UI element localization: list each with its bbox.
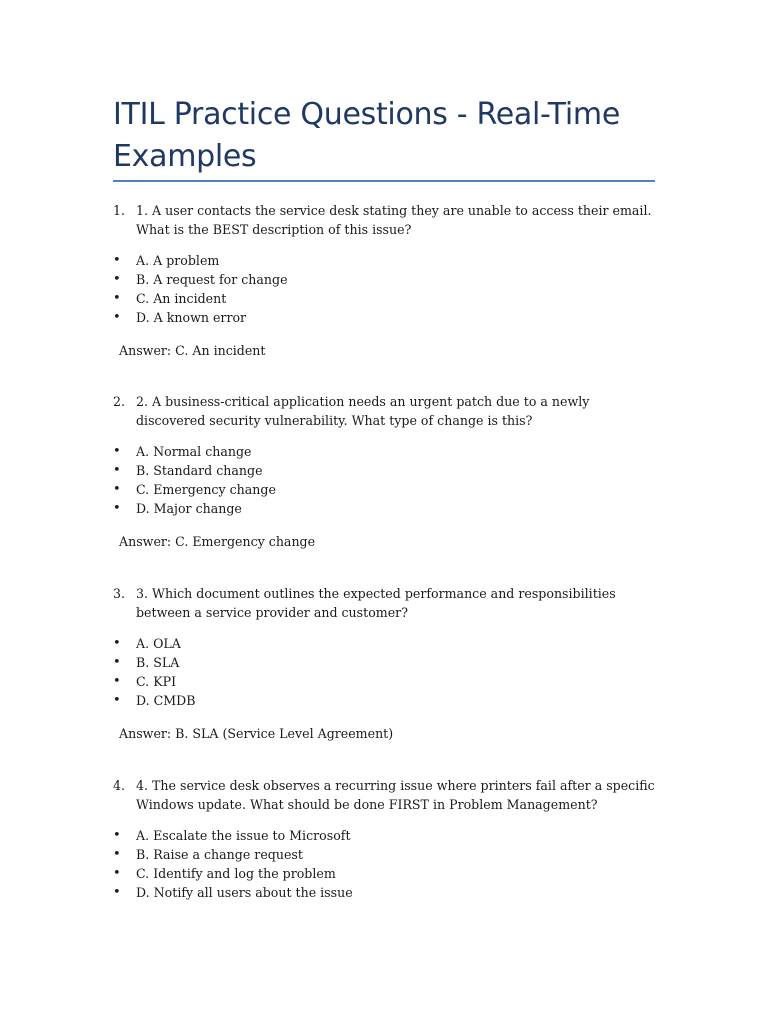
bullet-icon: • [113, 482, 121, 498]
option-label: B. Standard change [136, 463, 263, 479]
option-label: B. A request for change [136, 272, 288, 288]
bullet-icon: • [113, 635, 121, 651]
question-2 [113, 392, 658, 551]
question-body: 1. A user contacts the service desk stating they are unable to access their email. What is the BEST description of this issue? [136, 203, 652, 238]
bullet-icon: • [113, 674, 121, 690]
option-label: D. Major change [136, 501, 242, 517]
option-label: D. CMDB [136, 693, 196, 709]
page-title: ITIL Practice Questions - Real-Time Examples [113, 97, 621, 174]
option-label: D. Notify all users about the issue [136, 885, 353, 901]
bullet-icon: • [113, 501, 121, 517]
answer-text: Answer: C. An incident [119, 342, 266, 358]
bullet-icon: • [113, 866, 121, 882]
question-text [113, 776, 658, 815]
option-item [113, 883, 658, 902]
question-body: 4. The service desk observes a recurring issue where printers fail after a specific Windows update. What should be done FIRST in Problem Management? [136, 778, 655, 813]
option-item [113, 251, 658, 270]
bullet-icon: • [113, 847, 121, 863]
bullet-icon: • [113, 443, 121, 459]
option-item [113, 672, 658, 691]
option-item [113, 845, 658, 864]
question-1 [113, 201, 658, 360]
option-list [113, 442, 658, 519]
option-list [113, 251, 658, 328]
option-item [113, 864, 658, 883]
bullet-icon: • [113, 310, 121, 326]
question-text [113, 392, 658, 431]
option-label: C. Identify and log the problem [136, 866, 336, 882]
option-item [113, 308, 658, 327]
question-number: 2. [113, 394, 126, 409]
option-item [113, 691, 658, 710]
bullet-icon: • [113, 827, 121, 843]
bullet-icon: • [113, 885, 121, 901]
option-label: A. A problem [136, 252, 220, 268]
question-number: 1. [113, 203, 126, 218]
question-number: 4. [113, 778, 126, 793]
question-number: 3. [113, 586, 126, 601]
question-body: 3. Which document outlines the expected performance and responsibilities between a service provider and customer? [136, 586, 616, 621]
option-label: A. Normal change [136, 443, 252, 459]
option-label: C. An incident [136, 291, 227, 307]
option-item [113, 480, 658, 499]
option-label: A. Escalate the issue to Microsoft [136, 827, 351, 843]
option-label: B. SLA [136, 655, 180, 671]
option-list [113, 826, 658, 903]
option-item [113, 499, 658, 518]
bullet-icon: • [113, 252, 121, 268]
option-item [113, 442, 658, 461]
option-label: D. A known error [136, 310, 247, 326]
option-list [113, 634, 658, 711]
bullet-icon: • [113, 655, 121, 671]
option-label: A. OLA [136, 635, 181, 651]
bullet-icon: • [113, 463, 121, 479]
option-label: C. Emergency change [136, 482, 276, 498]
option-item [113, 634, 658, 653]
question-text [113, 584, 658, 623]
option-label: C. KPI [136, 674, 177, 690]
question-text [113, 201, 658, 240]
question-body: 2. A business-critical application needs an urgent patch due to a newly discovered security vulnerability. What type of change is this? [136, 394, 590, 429]
option-item [113, 461, 658, 480]
title-underline [113, 180, 655, 182]
option-item [113, 653, 658, 672]
bullet-icon: • [113, 291, 121, 307]
answer-text: Answer: C. Emergency change [119, 533, 316, 549]
option-item [113, 270, 658, 289]
option-item [113, 289, 658, 308]
question-4 [113, 776, 658, 903]
answer-text: Answer: B. SLA (Service Level Agreement) [119, 725, 394, 741]
bullet-icon: • [113, 693, 121, 709]
bullet-icon: • [113, 272, 121, 288]
option-label: B. Raise a change request [136, 847, 303, 863]
question-3 [113, 584, 658, 743]
option-item [113, 826, 658, 845]
